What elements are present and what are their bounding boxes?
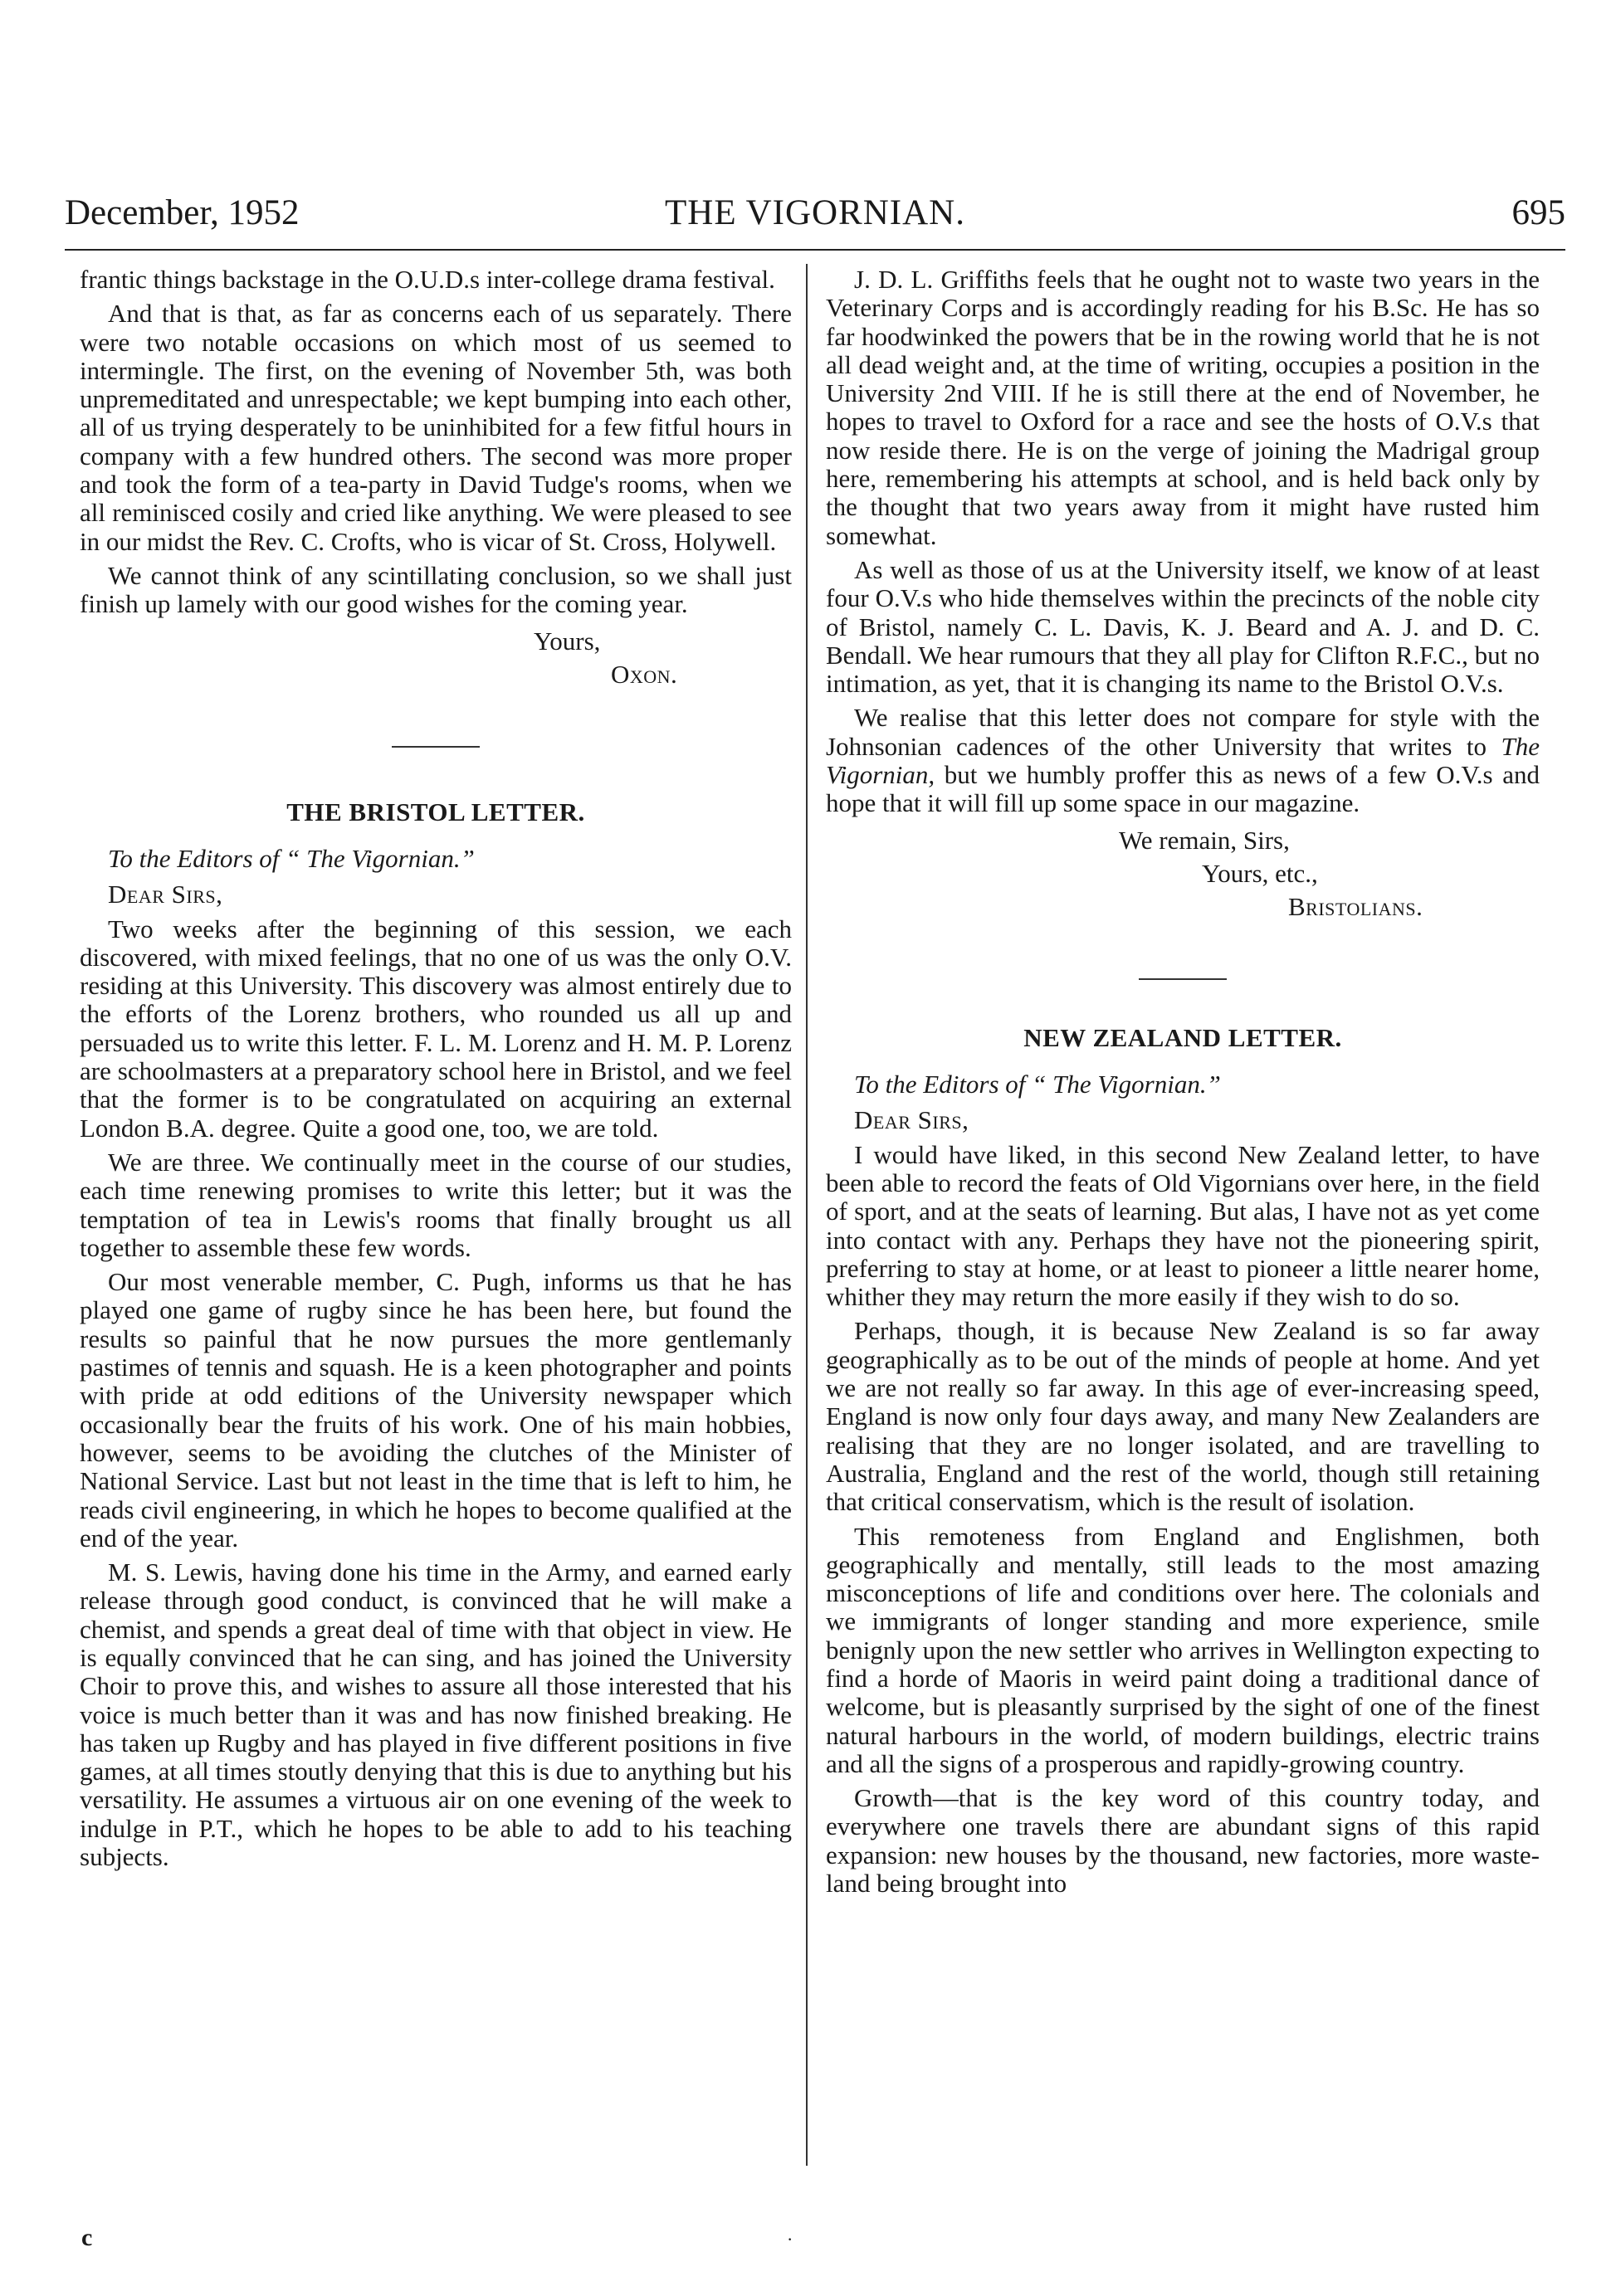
bristol-salutation: To the Editors of “ The Vigornian.”: [108, 843, 475, 873]
oxford-paragraph: We cannot think of any scintillating conclusion, so we shall just finish up lamely with our good wishes for the coming year.: [80, 560, 792, 619]
bristol-paragraph: Two weeks after the beginning of this session, we each discovered, with mixed feelings, that no one of us was the only O.V. residing at this University. This discovery was almost entirely due to the efforts of the Lorenz brothers, who rounded us all up and persuaded us to write this letter. F. L. M. Lorenz and H. M. P. Lorenz are schoolmasters at a preparatory school here in Bristol, and we feel that the former is to be congratulated on acquiring an external London B.A. degree. Quite a good one, too, we are told.: [80, 914, 792, 1143]
bristol-final-text-b: but we humbly proffer this as news of a few O.V.s and hope that it will fill up some space in our magazine.: [826, 760, 1540, 818]
bristol-paragraph: J. D. L. Griffiths feels that he ought not to waste two years in the Veterinary Corps and is accordingly reading for his B.Sc. He has so far hoodwinked the powers that be in the rowing world that he is not all dead weight and, at the time of writing, occupies a position in the University 2nd VIII. If he is still there at the end of November, he hopes to travel to Oxford for a race and see the hosts of O.V.s that now reside there. He is on the verge of joining the Madrigal group here, remembering his attempts at school, and is held back only by the thought that two years away from it might have rusted him somewhat.: [826, 265, 1540, 550]
page-number: 695: [1511, 193, 1565, 232]
bristol-dear-sirs: Dear Sirs,: [108, 879, 223, 909]
magazine-title: THE VIGORNIAN.: [665, 193, 965, 232]
oxford-paragraph: frantic things backstage in the O.U.D.s inter-college drama festival.: [80, 265, 775, 294]
nz-paragraph: Growth—that is the key word of this country today, and everywhere one travels there are abundant signs of this rapid expansion: new houses by the thousand, new factories, more waste-land being brought into: [826, 1783, 1540, 1899]
issue-date: December, 1952: [65, 193, 300, 232]
bristol-paragraph: We are three. We continually meet in the course of our studies, each time renewing promises to write this letter; but it was the temptation of tea in Lewis's rooms that finally brought us all together to assemble these few words.: [80, 1147, 792, 1262]
new-zealand-letter-heading: NEW ZEALAND LETTER.: [1023, 1022, 1342, 1052]
bristol-final-text-a: We realise that this letter does not compare for style with the Johnsonian cadences of the other University that writes to: [826, 703, 1540, 761]
nz-dear-sirs: Dear Sirs,: [854, 1104, 969, 1134]
right-column: [826, 266, 1540, 1904]
nz-paragraph: I would have liked, in this second New Zealand letter, to have been able to record the feats of Old Vigornians over here, in the field of sport, and at the seats of learning. But alas, I have not as yet come into contact with any. Perhaps they have not the pioneering spirit, preferring to stay at home, or at least to pioneer a little nearer home, whither they may return the more easily if they wish to do so.: [826, 1139, 1540, 1312]
column-divider-rule: [806, 264, 808, 2166]
running-head: [65, 184, 1565, 242]
nz-salutation: To the Editors of “ The Vigornian.”: [854, 1069, 1221, 1099]
bristol-paragraph: M. S. Lewis, having done his time in the Army, and earned early release through good conduct, is convinced that he will make a chemist, and spends a great deal of time with that object in view. He is equally convinced that he can sing, and has joined the University Choir to prove this, and wishes to assure all those interested that his voice is much better than it was and has now finished breaking. He has taken up Rugby and has played in five different positions in five games, at all times stoutly denying that this is due to anything but his versatility. He assumes a virtuous air on one evening of the week to indulge in P.T., which he hopes to be able to add to his teaching subjects.: [80, 1557, 792, 1872]
printer-signature-mark: c: [81, 2224, 93, 2251]
nz-paragraph: This remoteness from England and Englishmen, both geographically and mentally, still leads to the most amazing misconceptions of life and conditions over here. The colonials and we immigrants of longer standing and more experience, smile benignly upon the new settler who arrives in Wellington expecting to find a horde of Maoris in weird paint doing a traditional dance of welcome, but is pleasantly surprised by the sight of one of the finest natural harbours in the world, of modern buildings, electric trains and all the signs of a prosperous and rapidly-growing country.: [826, 1521, 1540, 1778]
bristol-closing-2: Yours, etc.,: [1202, 858, 1318, 888]
header-rule: [65, 249, 1565, 251]
nz-paragraph: Perhaps, though, it is because New Zealand is so far away geographically as to be out of the minds of people at home. And yet we are not really so far away. In this age of ever-increasing speed, England is now only four days away, and many New Zealanders are realising that they are no longer isolated, and are travelling to Australia, England and the rest of the world, though still retaining that critical conservatism, which is the result of isolation.: [826, 1316, 1540, 1517]
footer-dot: ·: [787, 2229, 793, 2250]
oxford-closing: Yours,: [534, 626, 601, 656]
bristol-letter-heading: THE BRISTOL LETTER.: [286, 797, 585, 826]
left-column: [80, 266, 792, 1877]
bristol-closing-1: We remain, Sirs,: [1119, 825, 1290, 855]
bristol-final-italic-title: The Vigornian,: [826, 731, 1540, 790]
bristol-paragraph: As well as those of us at the University itself, we know of at least four O.V.s who hide themselves within the precincts of the noble city of Bristol, namely C. L. Davis, K. J. Beard and A. J. and D. C. Bendall. We hear rumours that they all play for Clifton R.F.C., but no intimation, as yet, that it is changing its name to the Bristol O.V.s.: [826, 554, 1540, 699]
oxford-paragraph: And that is that, as far as concerns each of us separately. There were two notable occasions on which most of us seemed to intermingle. The first, on the evening of November 5th, was both unpremeditated and unrespectable; we kept bumping into each other, all of us trying desperately to be uninhibited for a few fitful hours in company with a few hundred others. The second was more proper and took the form of a tea-party in David Tudge's rooms, when we all reminisced cosily and cried like anything. We were pleased to see in our midst the Rev. C. Crofts, who is vicar of St. Cross, Holywell.: [80, 299, 792, 556]
bristol-paragraph: Our most venerable member, C. Pugh, informs us that he has played one game of rugby since he has been here, but found the results so painful that he now pursues the more gentlemanly pastimes of tennis and squash. He is a keen photographer and points with pride at odd editions of the University newspaper which occasionally bear the fruits of his work. One of his main hobbies, however, seems to be avoiding the clutches of the Minister of National Service. Last but not least in the time that is left to him, he reads civil engineering, in which he hopes to become qualified at the end of the year.: [80, 1267, 792, 1553]
bristol-signature: Bristolians.: [1288, 891, 1423, 921]
oxford-signature: Oxon.: [611, 659, 678, 689]
bristol-final-paragraph: [826, 704, 1540, 817]
